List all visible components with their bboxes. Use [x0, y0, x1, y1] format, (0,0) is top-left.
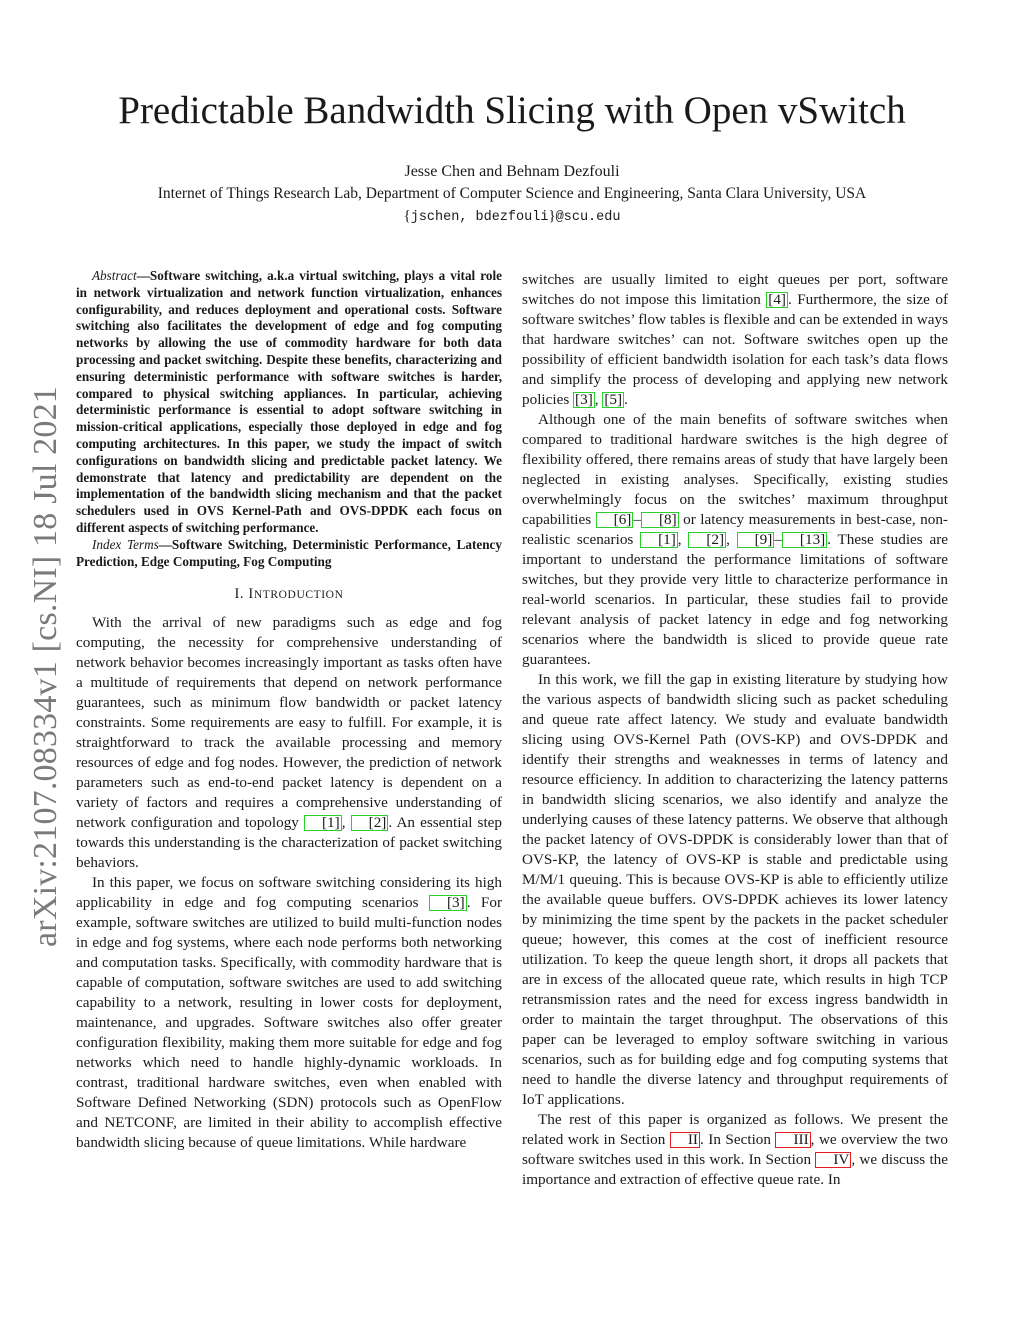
citation-link[interactable]: [1] — [640, 532, 678, 548]
intro-paragraph-2 — [76, 873, 502, 1153]
email-domain: @scu.edu — [555, 210, 621, 225]
abstract-text: Software switching, a.k.a virtual switching, plays a vital role in network virtualization and network function virtualization, enhances configurability, and reduces deployment and operational costs. Software switching also facilitates the development of edge and fog computing networks by allowing the use of commodity hardware for both data processing and packet switching. Despite these benefits, characterizing and ensuring deterministic performance with software switches is harder, compared to physical switching appliances. In particular, achieving deterministic performance is essential to adopt software switching in mission-critical applications, especially those deployed in edge and fog computing architectures. In this paper, we study the impact of switch configurations on bandwidth slicing and predictable packet latency. We demonstrate that latency and predictability are dependent on the implementation of the bandwidth slicing mechanism and that the packet schedulers used in OVS Kernel-Path and OVS-DPDK each focus on different aspects of switching performance. — [76, 268, 502, 535]
intro-paragraph-2-continued — [522, 270, 948, 410]
email-brace-open: { — [403, 208, 411, 224]
author-list: Jesse Chen and Behnam Dezfouli — [404, 163, 620, 180]
email-usernames: jschen, bdezfouli — [410, 210, 549, 225]
abstract-label: Abstract — [92, 268, 137, 283]
citation-link[interactable]: [4] — [768, 291, 786, 308]
citation-link[interactable]: [1] — [304, 815, 342, 831]
intro-paragraph-4: In this work, we fill the gap in existing literature by studying how the various aspects of bandwidth slicing such as packet scheduling and queue rate affect latency. We study and evaluate bandwidth slicing using OVS-Kernel Path (OVS-KP) and OVS-DPDK and identify their strengths and weaknesses in terms of latency and resource efficiency. In addition to characterizing the latency patterns in bandwidth slicing scenarios, we also identify and analyze the underlying causes of these latency patterns. We observe that although the packet latency of OVS-DPDK is considerably lower than that of OVS-KP, the latency of OVS-KP is stable and predictable using M/M/1 queuing. This is because OVS-KP is able to efficiently utilize the available queue buffers. OVS-DPDK achieves its lower latency by minimizing the time spent by the packets in the packet scheduler queue; however, this comes at the cost of inefficient resource utilization. To keep the queue length short, it drops all packets that are in excess of the allocated queue rate, which results in high TCP retransmission rates and the need for excess ingress bandwidth in order to maintain the target throughput. The observations of this paper can be leveraged to employ software switching in various scenarios, such as for building edge and fog computing systems that need to handle the diverse latency and throughput requirements of IoT applications. — [522, 671, 948, 1108]
paragraph-text: . Furthermore, the size of software switches’ flow tables is flexible and can be extended in ways that hardware switches’ can not. Software switches open up the possibility of efficient bandwidth isolation for each task’s data flows and simplify the process of developing and applying new network policies — [522, 291, 948, 408]
citation-link[interactable]: [3] — [575, 391, 593, 408]
paragraph-text: switches are usually limited to eight queues per port, software switches do not impose this limitation — [522, 271, 948, 308]
paper-title: Predictable Bandwidth Slicing with Open vSwitch — [118, 89, 906, 132]
intro-paragraph-5 — [522, 1110, 948, 1190]
paragraph-text: In this paper, we focus on software switching considering its high applicability in edge and fog computing scenarios — [76, 874, 502, 912]
author-affiliation: Internet of Things Research Lab, Department of Computer Science and Engineering, Santa Clara University, USA — [157, 185, 867, 202]
section-heading-introduction — [76, 584, 502, 605]
citation-link[interactable]: [8] — [641, 512, 679, 528]
paragraph-text: The rest of this paper is organized as follows. We present the related work in Section — [522, 1111, 948, 1148]
citation-link[interactable]: [2] — [688, 532, 726, 548]
paragraph-text: , — [726, 531, 737, 548]
section-number: I. — [234, 586, 249, 603]
intro-paragraph-3 — [522, 410, 948, 670]
arxiv-identifier-text: arXiv:2107.08334v1 [cs.NI] 18 Jul 2021 — [27, 386, 64, 947]
paragraph-text: . In Section — [700, 1131, 776, 1148]
section-reference-link[interactable]: III — [775, 1132, 810, 1148]
paragraph-text: With the arrival of new paradigms such as edge and fog computing, the necessity for comprehensive understanding of network behavior becomes increasingly important as tasks often have a multitude of requirements that depend on network performance guarantees, such as minimum flow bandwidth or packet latency constraints. Some requirements are easy to fulfill. For example, it is straightforward to track the available processing and memory resources of edge and fog nodes. However, the prediction of network parameters such as end-to-end packet latency is dependent on a variety of factors and requires a comprehensive understanding of network configuration and topology — [76, 614, 502, 832]
left-column — [76, 268, 502, 1153]
citation-link[interactable]: [2] — [351, 815, 389, 831]
author-email[interactable] — [0, 205, 1024, 229]
index-terms-label: Index Terms — [92, 536, 159, 552]
citation-link[interactable]: [6] — [596, 512, 634, 528]
index-terms-dash: — — [158, 536, 172, 552]
citation-link[interactable]: [13] — [782, 532, 827, 548]
section-title-rest: NTRODUCTION — [253, 589, 344, 602]
paragraph-text: . An essential step towards this understanding is the characterization of packet switching behaviors. — [76, 814, 503, 872]
index-terms-text: Software Switching, Deterministic Performance, Latency Prediction, Edge Computing, Fog Computing — [76, 536, 502, 569]
section-reference-link[interactable]: IV — [815, 1152, 851, 1168]
section-title-initial: I — [248, 586, 254, 603]
paragraph-text: , — [594, 391, 603, 408]
index-terms — [76, 537, 502, 571]
paragraph-text: – — [774, 531, 782, 548]
paragraph-text: , we discuss the importance and extraction of effective queue rate. In — [522, 1151, 948, 1188]
paragraph-text: or latency measurements in best-case, non-realistic scenarios — [522, 511, 948, 548]
right-column — [522, 270, 948, 1190]
intro-paragraph-1 — [76, 613, 502, 873]
citation-link[interactable]: [5] — [604, 391, 623, 408]
paragraph-text: . — [624, 391, 628, 408]
arxiv-identifier-stamp — [20, 375, 72, 947]
abstract-dash: — — [136, 268, 150, 283]
abstract — [76, 268, 502, 537]
paragraph-text: – — [633, 511, 641, 528]
citation-link[interactable]: [3] — [429, 895, 467, 911]
paragraph-text: Although one of the main benefits of software switches when compared to traditional hardware switches is the high degree of flexibility offered, there remains areas of study that have largely been neglected in existing analyses. Specifically, existing studies overwhelmingly focus on the switches’ maximum throughput capabilities — [522, 411, 948, 528]
paragraph-text: . These studies are important to understand the performance limitations of software switches, but they provide very little to characterize performance in real-world scenarios. In particular, these studies fail to provide relevant analysis of packet latency in edge and fog networking scenarios where the bandwidth is sliced to provide queue rate guarantees. — [522, 531, 948, 668]
paragraph-text: , — [341, 814, 351, 832]
paragraph-text: , — [677, 531, 689, 548]
section-reference-link[interactable]: II — [670, 1132, 700, 1148]
paragraph-text: . For example, software switches are utilized to build multi-function nodes in edge and fog systems, where each node performs both networking and computation tasks. Specifically, with commodity hardware that is capable of computation, software switches are used to add switching capability to a network, resulting in lower costs for deployment, maintenance, and upgrades. Software switches also offer greater configuration flexibility, making them more suitable for edge and fog networks which need to handle highly-dynamic workloads. In contrast, traditional hardware switches, even when enabled with Software Defined Networking (SDN) protocols such as OpenFlow and NETCONF, are limited in their ability to accomplish effective bandwidth slicing because of queue limitations. While hardware — [76, 894, 502, 1152]
paragraph-text: , we overview the two software switches used in this work. In Section — [522, 1131, 948, 1168]
citation-link[interactable]: [9] — [737, 532, 775, 548]
email-brace-close: } — [548, 208, 556, 224]
